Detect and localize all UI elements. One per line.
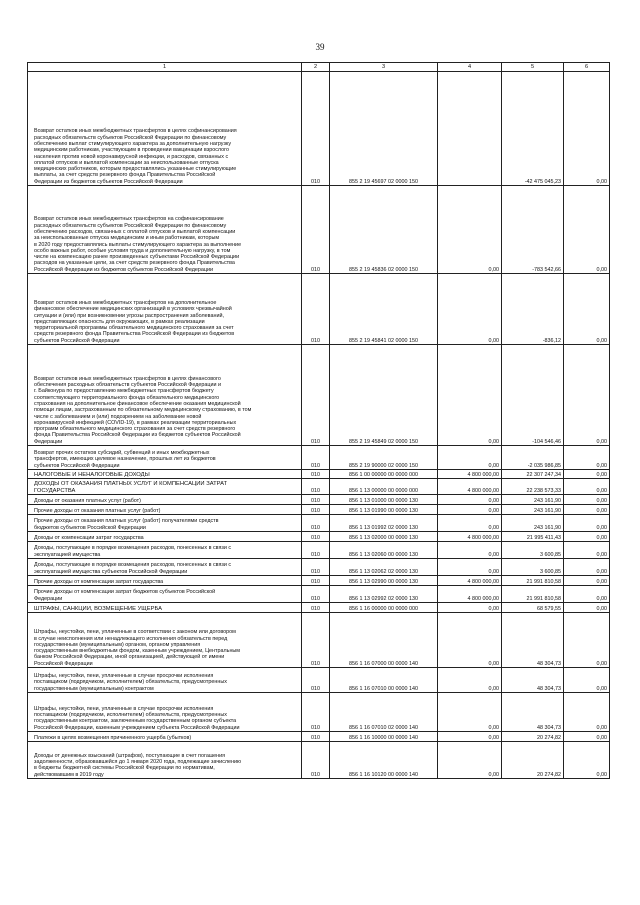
row-executed-cell: 243 161,90: [502, 515, 564, 532]
row-col6-cell: 0,00: [564, 542, 610, 559]
row-line-code-cell: 010: [302, 742, 330, 779]
row-col6-cell: 0,00: [564, 495, 610, 505]
row-executed-cell: 20 274,82: [502, 732, 564, 742]
column-header: 2: [302, 63, 330, 72]
table-row: [28, 532, 610, 542]
table-row: [28, 186, 610, 274]
row-budget-code-cell: 856 1 13 02062 02 0000 130: [330, 559, 438, 576]
row-line-code-cell: 010: [302, 559, 330, 576]
row-executed-cell: 20 274,82: [502, 742, 564, 779]
column-header: 5: [502, 63, 564, 72]
row-budget-code-cell: 856 1 16 07010 02 0000 140: [330, 693, 438, 732]
row-budget-code-cell: 855 2 19 45836 02 0000 150: [330, 186, 438, 274]
row-executed-cell: -836,12: [502, 274, 564, 345]
row-planned-cell: 0,00: [438, 668, 502, 693]
row-budget-code-cell: 856 1 13 01990 00 0000 130: [330, 505, 438, 515]
row-budget-code-cell: 856 1 13 02000 00 0000 130: [330, 532, 438, 542]
row-budget-code-cell: 856 1 13 02992 02 0000 130: [330, 586, 438, 603]
row-line-code-cell: 010: [302, 586, 330, 603]
row-col6-cell: 0,00: [564, 515, 610, 532]
row-planned-cell: 0,00: [438, 345, 502, 446]
table-row: [28, 345, 610, 446]
row-executed-cell: 243 161,90: [502, 505, 564, 515]
row-col6-cell: 0,00: [564, 693, 610, 732]
row-planned-cell: 4 800 000,00: [438, 532, 502, 542]
row-name-cell: Возврат остатков иных межбюджетных трансфертов в целях софинансирования расходных обязательств субъектов Российской Федерации по финансовому обеспечению выплат стимулирующего характера за дополнительную нагрузку медицинским работникам, участвующим в проведении вакцинации взрослого населения против новой коронавирусной инфекции, и расходов, связанных с оплатой отпусков и выплатой компенсации за неиспользованные отпуска медицинских работников, которым предоставлялись указанные стимулирующие выплаты, за счет средств резервного фонда Правительства Российской Федерации из бюджетов субъектов Российской Федерации: [28, 72, 302, 186]
row-budget-code-cell: 855 2 19 45849 02 0000 150: [330, 345, 438, 446]
table-row: [28, 586, 610, 603]
row-line-code-cell: 010: [302, 693, 330, 732]
row-name-cell: Возврат остатков иных межбюджетных трансфертов на дополнительное финансовое обеспечение медицинских организаций в условиях чрезвычайной ситуации и (или) при возникновении угрозы распространения заболеваний, представляющих опасность для окружающих, в рамках реализации территориальной программы обязательного медицинского страхования за счет средств резервного фонда Правительства Российской Федерации из бюджетов субъектов Российской Федерации: [28, 274, 302, 345]
row-executed-cell: 22 238 573,33: [502, 479, 564, 495]
row-line-code-cell: 010: [302, 668, 330, 693]
row-line-code-cell: 010: [302, 274, 330, 345]
row-budget-code-cell: 855 2 19 45841 02 0000 150: [330, 274, 438, 345]
row-col6-cell: 0,00: [564, 479, 610, 495]
row-name-cell: Прочие доходы от оказания платных услуг (работ): [28, 505, 302, 515]
table-row: [28, 742, 610, 779]
row-executed-cell: 243 161,90: [502, 495, 564, 505]
row-line-code-cell: 010: [302, 446, 330, 470]
table-row: [28, 732, 610, 742]
row-executed-cell: 48 304,73: [502, 693, 564, 732]
column-header: 6: [564, 63, 610, 72]
row-executed-cell: -2 035 986,85: [502, 446, 564, 470]
row-planned-cell: 0,00: [438, 542, 502, 559]
row-executed-cell: 22 307 247,34: [502, 470, 564, 479]
row-col6-cell: 0,00: [564, 732, 610, 742]
row-planned-cell: 0,00: [438, 274, 502, 345]
row-line-code-cell: 010: [302, 532, 330, 542]
row-planned-cell: 0,00: [438, 613, 502, 668]
row-planned-cell: 0,00: [438, 505, 502, 515]
row-planned-cell: 0,00: [438, 559, 502, 576]
row-name-cell: Доходы, поступающие в порядке возмещения расходов, понесенных в связи с эксплуатацией имущества субъектов Российской Федерации: [28, 559, 302, 576]
row-name-cell: Доходы, поступающие в порядке возмещения расходов, понесенных в связи с эксплуатацией имущества: [28, 542, 302, 559]
row-col6-cell: 0,00: [564, 532, 610, 542]
row-budget-code-cell: 856 1 13 02060 00 0000 130: [330, 542, 438, 559]
row-name-cell: Платежи в целях возмещения причиненного ущерба (убытков): [28, 732, 302, 742]
table-row: [28, 274, 610, 345]
row-planned-cell: 0,00: [438, 742, 502, 779]
row-line-code-cell: 010: [302, 732, 330, 742]
row-col6-cell: 0,00: [564, 603, 610, 613]
row-executed-cell: 21 995 411,43: [502, 532, 564, 542]
row-col6-cell: 0,00: [564, 613, 610, 668]
row-budget-code-cell: 855 2 19 90000 02 0000 150: [330, 446, 438, 470]
row-planned-cell: 0,00: [438, 446, 502, 470]
row-planned-cell: 0,00: [438, 732, 502, 742]
row-executed-cell: -104 546,46: [502, 345, 564, 446]
row-planned-cell: 4 800 000,00: [438, 479, 502, 495]
table-row: [28, 542, 610, 559]
row-planned-cell: 4 800 000,00: [438, 576, 502, 586]
row-name-cell: Доходы от компенсации затрат государства: [28, 532, 302, 542]
row-line-code-cell: 010: [302, 576, 330, 586]
row-line-code-cell: 010: [302, 495, 330, 505]
row-budget-code-cell: 856 1 13 01000 00 0000 130: [330, 495, 438, 505]
row-budget-code-cell: 856 1 16 07000 00 0000 140: [330, 613, 438, 668]
row-name-cell: ДОХОДЫ ОТ ОКАЗАНИЯ ПЛАТНЫХ УСЛУГ И КОМПЕНСАЦИИ ЗАТРАТ ГОСУДАРСТВА: [28, 479, 302, 495]
row-executed-cell: -42 475 045,23: [502, 72, 564, 186]
table-row: [28, 505, 610, 515]
row-name-cell: НАЛОГОВЫЕ И НЕНАЛОГОВЫЕ ДОХОДЫ: [28, 470, 302, 479]
row-planned-cell: 0,00: [438, 603, 502, 613]
row-line-code-cell: 010: [302, 603, 330, 613]
row-col6-cell: 0,00: [564, 742, 610, 779]
row-planned-cell: 0,00: [438, 495, 502, 505]
row-executed-cell: 48 304,73: [502, 668, 564, 693]
table-row: [28, 693, 610, 732]
row-budget-code-cell: 856 1 16 10120 00 0000 140: [330, 742, 438, 779]
row-line-code-cell: 010: [302, 72, 330, 186]
table-row: [28, 576, 610, 586]
row-line-code-cell: 010: [302, 505, 330, 515]
row-name-cell: Штрафы, неустойки, пени, уплаченные в случае просрочки исполнения поставщиком (подрядчиком, исполнителем) обязательств, предусмотренных государственным (муниципальным) контрактом: [28, 668, 302, 693]
row-budget-code-cell: 856 1 13 00000 00 0000 000: [330, 479, 438, 495]
row-name-cell: Штрафы, неустойки, пени, уплаченные в случае просрочки исполнения поставщиком (подрядчиком, исполнителем) обязательств, предусмотренных государственным контрактом, заключенным государственным органом субъекта Российской Федерации, казенным учреждением субъекта Российской Федерации: [28, 693, 302, 732]
row-line-code-cell: 010: [302, 542, 330, 559]
row-col6-cell: 0,00: [564, 505, 610, 515]
table-row: [28, 559, 610, 576]
row-col6-cell: 0,00: [564, 559, 610, 576]
row-planned-cell: 4 800 000,00: [438, 470, 502, 479]
table-row: [28, 495, 610, 505]
row-col6-cell: 0,00: [564, 470, 610, 479]
row-budget-code-cell: 856 1 16 07010 00 0000 140: [330, 668, 438, 693]
row-col6-cell: 0,00: [564, 345, 610, 446]
row-budget-code-cell: 856 1 16 00000 00 0000 000: [330, 603, 438, 613]
header-row: [28, 63, 610, 72]
row-col6-cell: 0,00: [564, 72, 610, 186]
report-table: [27, 62, 610, 779]
row-name-cell: Прочие доходы от оказания платных услуг (работ) получателями средств бюджетов субъектов Российской Федерации: [28, 515, 302, 532]
row-executed-cell: 21 991 810,58: [502, 576, 564, 586]
row-budget-code-cell: 856 1 13 02990 00 0000 130: [330, 576, 438, 586]
row-line-code-cell: 010: [302, 479, 330, 495]
table-row: [28, 515, 610, 532]
row-budget-code-cell: 856 1 13 01992 02 0000 130: [330, 515, 438, 532]
row-col6-cell: 0,00: [564, 186, 610, 274]
table-row: [28, 603, 610, 613]
column-header: 3: [330, 63, 438, 72]
row-name-cell: Возврат остатков иных межбюджетных трансфертов в целях финансового обеспечения расходных обязательств субъектов Российской Федерации и г. Байконура по предоставлению межбюджетных трансфертов бюджету соответствующего территориального фонда обязательного медицинского страхования на дополнительное финансовое обеспечение оказания медицинской помощи лицам, застрахованным по обязательному медицинскому страхованию, в том числе с заболеванием и (или) подозрением на заболевание новой коронавирусной инфекцией (COVID-19), в рамках реализации территориальных программ обязательного медицинского страхования за счет средств резервного фонда Правительства Российской Федерации из бюджетов субъектов Российской Федерации: [28, 345, 302, 446]
row-executed-cell: -783 542,66: [502, 186, 564, 274]
row-col6-cell: 0,00: [564, 446, 610, 470]
row-name-cell: Прочие доходы от компенсации затрат государства: [28, 576, 302, 586]
page-number: 39: [315, 42, 325, 52]
row-line-code-cell: 010: [302, 515, 330, 532]
row-line-code-cell: 010: [302, 345, 330, 446]
row-name-cell: Доходы от оказания платных услуг (работ): [28, 495, 302, 505]
column-header: 4: [438, 63, 502, 72]
row-line-code-cell: 010: [302, 613, 330, 668]
row-name-cell: Штрафы, неустойки, пени, уплаченные в соответствии с законом или договором в случае неисполнения или ненадлежащего исполнения обязательств перед государственным (муниципальным) органом, органом управления государственным внебюджетным фондом, казенным учреждением, Центральным банком Российской Федерации, иной организацией, действующей от имени Российской Федерации: [28, 613, 302, 668]
row-budget-code-cell: 856 1 00 00000 00 0000 000: [330, 470, 438, 479]
row-name-cell: Возврат остатков иных межбюджетных трансфертов на софинансирование расходных обязательств субъектов Российской Федерации по финансовому обеспечению расходов, связанных с оплатой отпусков и выплатой компенсации за неиспользованные отпуска медицинским и иным работникам, которым в 2020 году предоставлялись выплаты стимулирующего характера за выполнение особо важных работ, особые условия труда и дополнительную нагрузку, в том числе на компенсацию ранее произведенных субъектами Российской Федерации расходов на указанные цели, за счет средств резервного фонда Правительства Российской Федерации из бюджетов субъектов Российской Федерации: [28, 186, 302, 274]
row-name-cell: Возврат прочих остатков субсидий, субвенций и иных межбюджетных трансфертов, имеющих целевое назначение, прошлых лет из бюджетов субъектов Российской Федерации: [28, 446, 302, 470]
table-row: [28, 668, 610, 693]
row-executed-cell: 68 579,55: [502, 603, 564, 613]
column-header: 1: [28, 63, 302, 72]
row-executed-cell: 48 304,73: [502, 613, 564, 668]
row-name-cell: Доходы от денежных взысканий (штрафов), поступающие в счет погашения задолженности, образовавшейся до 1 января 2020 года, подлежащие зачислению в бюджеты бюджетной системы Российской Федерации по нормативам, действовавшим в 2019 году: [28, 742, 302, 779]
table-row: [28, 446, 610, 470]
row-executed-cell: 3 600,85: [502, 559, 564, 576]
row-col6-cell: 0,00: [564, 274, 610, 345]
table-row: [28, 479, 610, 495]
row-planned-cell: 0,00: [438, 186, 502, 274]
row-col6-cell: 0,00: [564, 576, 610, 586]
row-planned-cell: 4 800 000,00: [438, 586, 502, 603]
row-executed-cell: 21 991 810,58: [502, 586, 564, 603]
row-planned-cell: 0,00: [438, 515, 502, 532]
row-name-cell: Прочие доходы от компенсации затрат бюджетов субъектов Российской Федерации: [28, 586, 302, 603]
row-line-code-cell: 010: [302, 186, 330, 274]
row-executed-cell: 3 600,85: [502, 542, 564, 559]
table-row: [28, 72, 610, 186]
table-row: [28, 470, 610, 479]
table-row: [28, 613, 610, 668]
row-budget-code-cell: 855 2 19 45697 02 0000 150: [330, 72, 438, 186]
row-planned-cell: 0,00: [438, 693, 502, 732]
row-line-code-cell: 010: [302, 470, 330, 479]
row-col6-cell: 0,00: [564, 668, 610, 693]
row-planned-cell: [438, 72, 502, 186]
row-name-cell: ШТРАФЫ, САНКЦИИ, ВОЗМЕЩЕНИЕ УЩЕРБА: [28, 603, 302, 613]
row-col6-cell: 0,00: [564, 586, 610, 603]
row-budget-code-cell: 856 1 16 10000 00 0000 140: [330, 732, 438, 742]
